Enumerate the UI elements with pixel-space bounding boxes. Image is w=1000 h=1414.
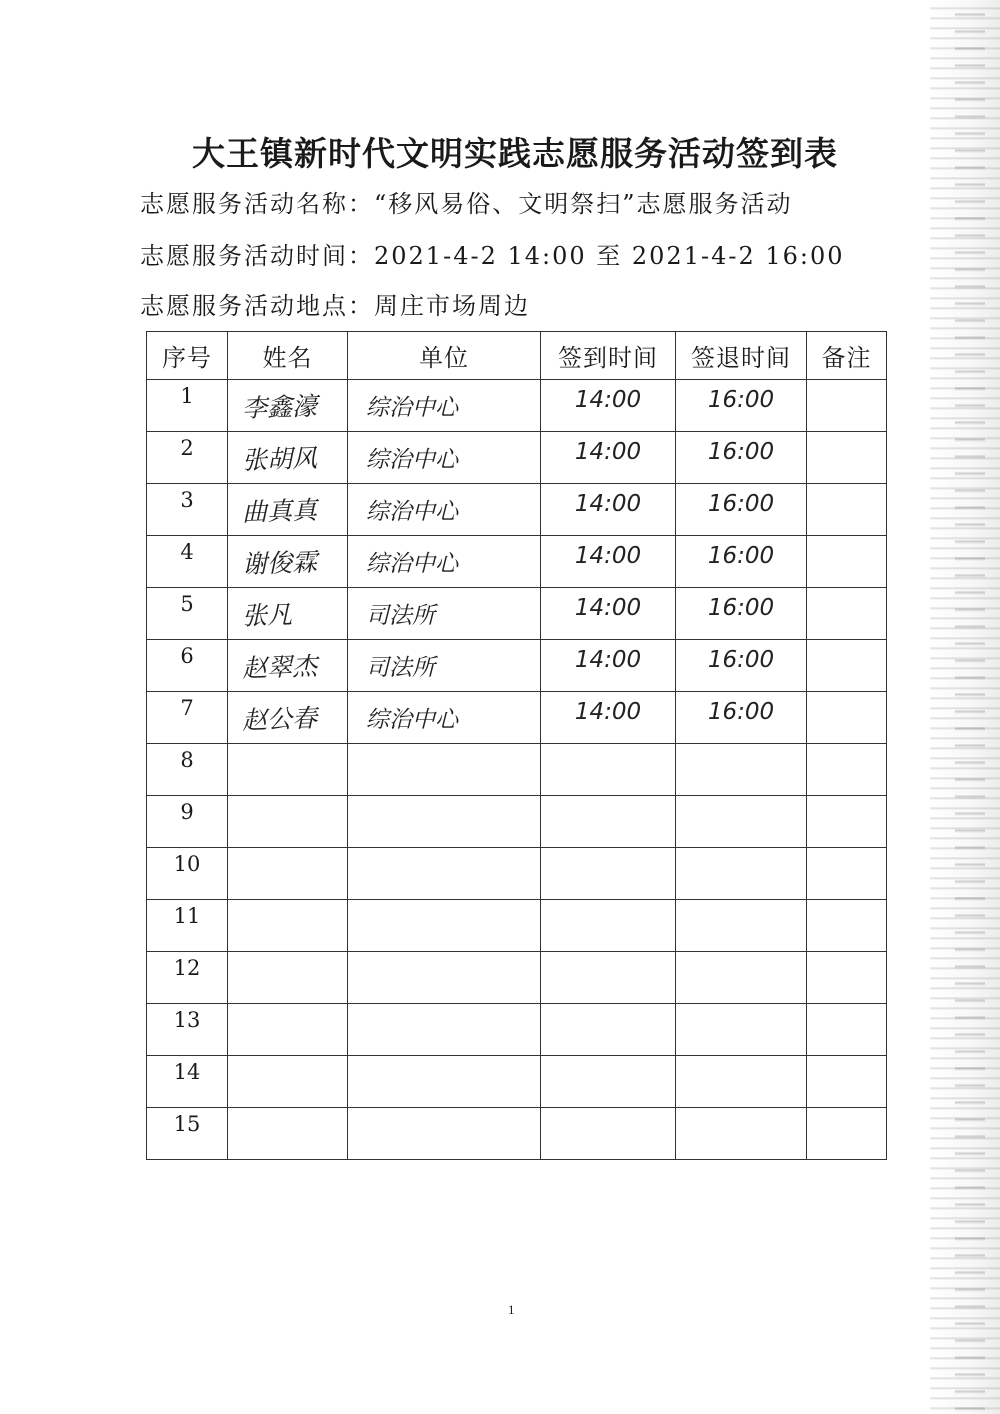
row-name-text: 曲真真 [241, 494, 318, 527]
row-checkin [541, 744, 676, 796]
row-seq-text: 8 [180, 747, 194, 772]
row-name-text: 张凡 [241, 599, 293, 631]
row-checkin [541, 536, 676, 588]
row-checkout [676, 796, 807, 848]
header-seq: 序号 [147, 332, 228, 380]
row-seq-text: 1 [180, 383, 194, 408]
row-name [228, 1108, 348, 1160]
document-title: 大王镇新时代文明实践志愿服务活动签到表 [192, 134, 838, 173]
row-checkout [676, 848, 807, 900]
row-note [807, 796, 887, 848]
row-seq-text: 13 [173, 1007, 201, 1032]
row-seq [147, 588, 228, 640]
row-checkout [676, 484, 807, 536]
row-seq-text: 6 [180, 643, 194, 668]
row-unit [348, 1108, 541, 1160]
activity-name-line [140, 184, 793, 219]
row-checkin-text: 14:00 [574, 698, 642, 725]
row-checkout [676, 380, 807, 432]
scan-edge-noise [955, 0, 985, 1414]
row-checkin [541, 692, 676, 744]
row-checkin-text: 14:00 [574, 438, 642, 465]
header-name: 姓名 [228, 332, 348, 380]
row-unit [348, 536, 541, 588]
row-checkin [541, 1004, 676, 1056]
row-note [807, 900, 887, 952]
row-name [228, 536, 348, 588]
row-seq-text: 7 [180, 695, 194, 720]
row-name [228, 744, 348, 796]
row-seq-text: 12 [173, 955, 201, 980]
row-seq [147, 536, 228, 588]
row-note [807, 1056, 887, 1108]
row-checkout-text: 16:00 [707, 698, 775, 725]
row-checkin-text: 14:00 [574, 542, 642, 569]
row-checkin [541, 484, 676, 536]
activity-time-line [140, 236, 845, 271]
row-checkout [676, 692, 807, 744]
row-unit [348, 796, 541, 848]
table-row [147, 588, 887, 640]
table-row [147, 1004, 887, 1056]
row-unit-text: 司法所 [366, 603, 435, 629]
row-unit [348, 432, 541, 484]
row-unit [348, 692, 541, 744]
row-seq-text: 15 [173, 1111, 201, 1136]
row-seq [147, 432, 228, 484]
row-seq-text: 14 [173, 1059, 201, 1084]
row-checkout-text: 16:00 [707, 490, 775, 517]
row-name-text: 谢俊霖 [241, 546, 318, 579]
activity-place-value: 周庄市场周边 [374, 292, 530, 320]
row-checkout [676, 536, 807, 588]
header-checkout: 签退时间 [676, 332, 807, 380]
row-checkin [541, 640, 676, 692]
row-seq-text: 2 [180, 435, 194, 460]
table-row [147, 1056, 887, 1108]
row-name [228, 1004, 348, 1056]
row-unit [348, 380, 541, 432]
row-name [228, 640, 348, 692]
row-checkout [676, 952, 807, 1004]
row-seq [147, 1056, 228, 1108]
row-checkin [541, 848, 676, 900]
header-note: 备注 [807, 332, 887, 380]
row-note [807, 744, 887, 796]
row-note [807, 1108, 887, 1160]
row-note [807, 692, 887, 744]
row-name [228, 848, 348, 900]
row-unit-text: 综治中心 [366, 447, 458, 473]
header-unit: 单位 [348, 332, 541, 380]
row-checkin-text: 14:00 [574, 646, 642, 673]
row-name [228, 588, 348, 640]
row-seq-text: 9 [180, 799, 194, 824]
table-row [147, 380, 887, 432]
row-seq [147, 1004, 228, 1056]
row-checkout [676, 588, 807, 640]
row-checkout [676, 1056, 807, 1108]
row-note [807, 1004, 887, 1056]
row-name-text: 李鑫濠 [241, 390, 318, 423]
row-name-text: 张胡风 [241, 442, 318, 475]
row-checkout [676, 1108, 807, 1160]
row-name [228, 432, 348, 484]
activity-time-value: 2021-4-2 14:00 至 2021-4-2 16:00 [374, 242, 845, 270]
row-checkout [676, 744, 807, 796]
row-name [228, 692, 348, 744]
row-checkout [676, 432, 807, 484]
row-note [807, 432, 887, 484]
row-unit [348, 640, 541, 692]
table-row [147, 952, 887, 1004]
row-unit [348, 848, 541, 900]
table-row [147, 692, 887, 744]
row-unit-text: 综治中心 [366, 395, 458, 421]
row-seq [147, 692, 228, 744]
activity-place-label: 志愿服务活动地点： [140, 292, 374, 320]
row-checkout [676, 1004, 807, 1056]
table-row [147, 640, 887, 692]
table-row [147, 1108, 887, 1160]
row-seq [147, 848, 228, 900]
row-unit [348, 1004, 541, 1056]
row-seq-text: 10 [173, 851, 201, 876]
row-seq [147, 900, 228, 952]
row-checkin [541, 588, 676, 640]
row-name [228, 796, 348, 848]
row-checkin [541, 796, 676, 848]
row-checkout [676, 640, 807, 692]
row-seq [147, 796, 228, 848]
row-name-text: 赵公春 [241, 702, 318, 735]
row-note [807, 848, 887, 900]
signin-table [146, 331, 887, 1160]
row-note [807, 588, 887, 640]
row-seq-text: 4 [180, 539, 194, 564]
row-unit-text: 综治中心 [366, 551, 458, 577]
row-seq [147, 484, 228, 536]
row-seq [147, 640, 228, 692]
row-note [807, 536, 887, 588]
row-note [807, 952, 887, 1004]
page-number: 1 [508, 1302, 515, 1317]
row-note [807, 484, 887, 536]
row-checkin [541, 900, 676, 952]
row-checkin [541, 1056, 676, 1108]
row-seq [147, 1108, 228, 1160]
table-row [147, 744, 887, 796]
row-seq [147, 744, 228, 796]
row-name-text: 赵翠杰 [241, 650, 318, 683]
row-unit [348, 900, 541, 952]
row-checkin-text: 14:00 [574, 594, 642, 621]
row-name [228, 484, 348, 536]
table-header-row [147, 332, 887, 380]
row-unit [348, 952, 541, 1004]
row-checkin-text: 14:00 [574, 386, 642, 413]
row-name [228, 900, 348, 952]
row-checkin-text: 14:00 [574, 490, 642, 517]
activity-place-line [140, 286, 530, 321]
row-unit [348, 588, 541, 640]
row-name [228, 380, 348, 432]
row-checkin [541, 952, 676, 1004]
activity-name-label: 志愿服务活动名称： [140, 190, 374, 218]
row-name [228, 1056, 348, 1108]
activity-time-label: 志愿服务活动时间： [140, 242, 374, 270]
header-checkin: 签到时间 [541, 332, 676, 380]
row-checkout [676, 900, 807, 952]
row-checkin [541, 1108, 676, 1160]
row-unit [348, 744, 541, 796]
row-note [807, 380, 887, 432]
row-checkout-text: 16:00 [707, 646, 775, 673]
row-unit [348, 484, 541, 536]
row-checkout-text: 16:00 [707, 542, 775, 569]
table-row [147, 484, 887, 536]
table-row [147, 796, 887, 848]
row-seq-text: 3 [180, 487, 194, 512]
row-checkout-text: 16:00 [707, 594, 775, 621]
row-checkout-text: 16:00 [707, 386, 775, 413]
row-checkin [541, 432, 676, 484]
table-row [147, 536, 887, 588]
row-checkin [541, 380, 676, 432]
row-seq [147, 952, 228, 1004]
row-unit-text: 综治中心 [366, 499, 458, 525]
table-row [147, 432, 887, 484]
row-seq [147, 380, 228, 432]
table-row [147, 848, 887, 900]
row-unit-text: 综治中心 [366, 707, 458, 733]
row-seq-text: 5 [180, 591, 194, 616]
row-unit-text: 司法所 [366, 655, 435, 681]
table-row [147, 900, 887, 952]
row-name [228, 952, 348, 1004]
row-unit [348, 1056, 541, 1108]
row-note [807, 640, 887, 692]
row-checkout-text: 16:00 [707, 438, 775, 465]
activity-name-value: “移风易俗、文明祭扫”志愿服务活动 [374, 190, 793, 218]
row-seq-text: 11 [173, 903, 201, 928]
